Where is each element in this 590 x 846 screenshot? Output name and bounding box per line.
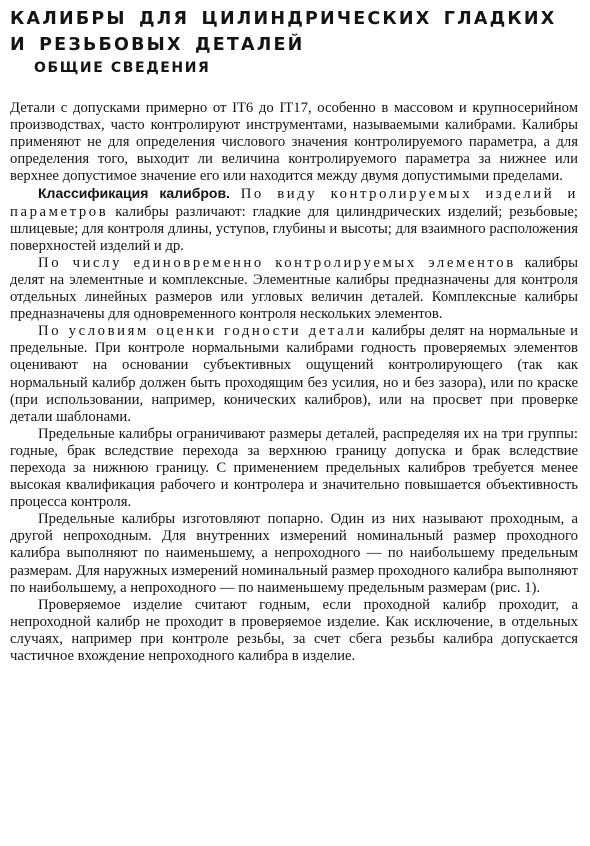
paragraph-conditions <box>10 323 578 426</box>
paragraph-text: калибры делят на нормальные и предельные. При контроле нормальными калибрами годность проверяемых элементов оценивают на основании субъективных ощущений контролирующего (так как нормальный калибр должен быть проходящим без усилия, но и без зазора), или по краске (при использовании, например, конических калибров), или на просвет при проверке детали шаблонами. <box>10 323 578 425</box>
paragraph-limit-gauges: Предельные калибры ограничивают размеры деталей, распределяя их на три группы: годные, брак вследствие перехода за верхнюю границу допуска и брак вследствие перехода за нижнюю границу. С применением предельных калибров требуется менее высокая квалификация рабочего и контролера и значительно повышается объективность процесса контроля. <box>10 425 578 511</box>
paragraph-acceptance: Проверяемое изделие считают годным, если проходной калибр проходит, а непроходной калибр не проходит в проверяемое изделие. Как исключение, в отдельных случаях, например при контроле резьбы, за счет сбега резьбы калибра допускается частичное вхождение непроходного калибра в изделие. <box>10 596 578 664</box>
body-text <box>10 100 578 665</box>
paragraph-go-nogo: Предельные калибры изготовляют попарно. Один из них называют проходным, а другой непроходным. Для внутренних измерений номинальный размер проходного калибра выполняют по наименьшему, а непроходного — по наибольшему предельным размерам. Для наружных измерений номинальный размер проходного калибра выполняют по наибольшему, а непроходного — по наименьшему предельным размерам (рис. 1). <box>10 511 578 596</box>
paragraph-intro: Детали с допусками примерно от IT6 до IT17, особенно в массовом и крупносерийном производствах, часто контролируют инструментами, называемыми калибрами. Калибры применяют не для определения числового значения контролируемого параметра, а для определения того, выходит ли величина контролируемого параметра за нижнее или верхнее допустимое значение его или находится между двумя допустимыми пределами. <box>10 100 578 185</box>
run-in-heading: Классификация калибров. <box>38 185 230 202</box>
spaced-emphasis: По виду контролируемых изделий и параметров <box>10 186 578 220</box>
paragraph-elements <box>10 255 578 323</box>
chapter-title <box>10 6 578 58</box>
spaced-emphasis: По условиям оценки годности детали <box>38 323 367 340</box>
section-heading: ОБЩИЕ СВЕДЕНИЯ <box>34 60 211 76</box>
paragraph-text: калибры различают: гладкие для цилиндрических изделий; резьбовые; шлицевые; для контроля длины, уступов, глубины и высоты; для взаимного расположения поверхностей изделий и др. <box>10 203 578 254</box>
chapter-title-line-1: КАЛИБРЫ ДЛЯ ЦИЛИНДРИЧЕСКИХ ГЛАДКИХ <box>10 9 557 29</box>
paragraph-text: калибры делят на элементные и комплексные. Элементные калибры предназначены для контроля отдельных линейных размеров или угловых величин деталей. Комплексные калибры предназначены для одновременного контроля нескольких элементов. <box>10 254 579 323</box>
spaced-emphasis: По числу единовременно контролируемых элементов <box>38 254 516 271</box>
chapter-title-line-2: И РЕЗЬБОВЫХ ДЕТАЛЕЙ <box>10 35 305 55</box>
paragraph-classification <box>10 185 578 254</box>
